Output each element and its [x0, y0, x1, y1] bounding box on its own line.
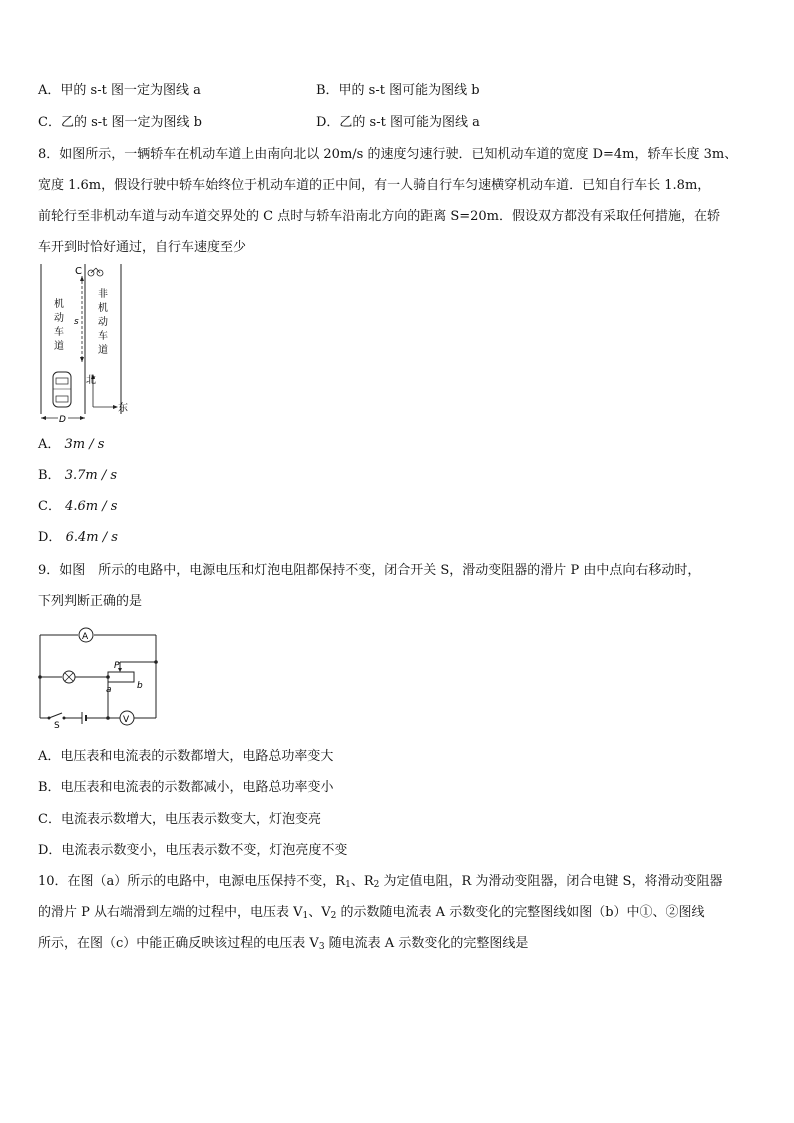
q7-option-b: B．甲的 s-t 图可能为图线 b — [316, 83, 480, 98]
q8-option-c-letter: C． — [38, 499, 61, 514]
q9-option-d: D．电流表示数变小，电压表示数不变，灯泡亮度不变 — [38, 843, 348, 858]
rheostat-icon — [108, 672, 134, 682]
q8-stem-line3: 前轮行至非机动车道与动车道交界处的 C 点时与轿车沿南北方向的距离 S=20m．假设双方都没有采取任何措施，在轿 — [38, 209, 721, 224]
q10-stem-line3: 所示，在图（c）中能正确反映该过程的电压表 $V_3$ 随电流表 A 示数变化的完整图线是 — [38, 936, 529, 952]
svg-text:A: A — [82, 632, 89, 642]
q9-circuit-diagram — [36, 625, 162, 730]
q9-stem-line1: 9．如图 所示的电路中，电源电压和灯泡电阻都保持不变，闭合开关 S，滑动变阻器的滑片 P 由中点向右移动时， — [38, 563, 701, 578]
bicycle-icon — [88, 268, 103, 276]
q8-option-a-value: 3m / s — [64, 437, 105, 452]
lane-right-char-1: 非 — [98, 289, 108, 300]
q8-option-c — [38, 498, 117, 516]
lane-left-char-4: 道 — [54, 341, 64, 352]
north-label: 北 — [86, 375, 96, 386]
lamp-icon — [63, 671, 75, 683]
q8-option-c-value: 4.6m / s — [65, 499, 118, 514]
s-distance-label: s — [74, 317, 79, 327]
switch-s-label: S — [54, 721, 60, 730]
q8-option-d-letter: D． — [38, 530, 62, 545]
east-label: 东 — [118, 403, 128, 414]
q7-option-a: A．甲的 s-t 图一定为图线 a — [38, 83, 201, 98]
q8-road-figure — [38, 262, 138, 424]
q7-option-c: C．乙的 s-t 图一定为图线 b — [38, 115, 202, 130]
q10-stem-line1: 10．在图（a）所示的电路中，电源电压保持不变，$R_1$、$R_2$ 为定值电阻，R 为滑动变阻器，闭合电键 S，将滑动变阻器 — [38, 874, 723, 890]
lane-left-char-3: 车 — [54, 327, 64, 338]
c-point-label: C — [75, 266, 82, 277]
q7-option-d: D．乙的 s-t 图可能为图线 a — [316, 115, 480, 130]
q8-option-b-letter: B． — [38, 468, 61, 483]
q9-option-a: A．电压表和电流表的示数都增大，电路总功率变大 — [38, 749, 334, 764]
lane-right-char-5: 道 — [98, 345, 108, 356]
lane-right-char-3: 动 — [98, 317, 108, 328]
lane-left-char-1: 机 — [54, 299, 64, 310]
q9-option-b: B．电压表和电流表的示数都减小，电路总功率变小 — [38, 780, 334, 795]
lane-left-char-2: 动 — [54, 313, 64, 324]
q8-option-a-letter: A． — [38, 437, 61, 452]
q9-stem-line2: 下列判断正确的是 — [38, 594, 143, 609]
voltmeter-icon — [120, 711, 134, 725]
q8-option-d — [38, 529, 118, 547]
q10-stem-line2: 的滑片 P 从右端滑到左端的过程中，电压表 $V_1$、$V_2$ 的示数随电流表 A 示数变化的完整图线如图（b）中①、②图线 — [38, 905, 705, 921]
lane-right-char-2: 机 — [98, 303, 108, 314]
car-icon — [53, 372, 71, 407]
q8-stem-line1: 8．如图所示，一辆轿车在机动车道上由南向北以 20m/s 的速度匀速行驶．已知机动车道的宽度 D=4m，轿车长度 3m、 — [38, 147, 738, 162]
slider-p-label: P — [114, 661, 120, 671]
rheostat-a-label: a — [106, 685, 112, 695]
q8-stem-line4: 车开到时恰好通过，自行车速度至少 — [38, 240, 247, 255]
q8-option-d-value: 6.4m / s — [65, 530, 118, 545]
ammeter-icon — [79, 628, 93, 642]
switch-icon — [48, 713, 66, 720]
svg-text:V: V — [123, 715, 130, 725]
q9-option-c: C．电流表示数增大，电压表示数变大，灯泡变亮 — [38, 812, 321, 827]
q8-stem-line2: 宽度 1.6m，假设行驶中轿车始终位于机动车道的正中间，有一人骑自行车匀速横穿机动车道．已知自行车长 1.8m， — [38, 178, 711, 193]
q8-option-b — [38, 467, 117, 485]
battery-icon — [82, 712, 86, 724]
d-width-label: D — [59, 415, 66, 424]
q8-option-b-value: 3.7m / s — [64, 468, 118, 483]
rheostat-b-label: b — [137, 681, 143, 691]
lane-right-char-4: 车 — [98, 331, 108, 342]
q8-option-a — [38, 436, 104, 454]
